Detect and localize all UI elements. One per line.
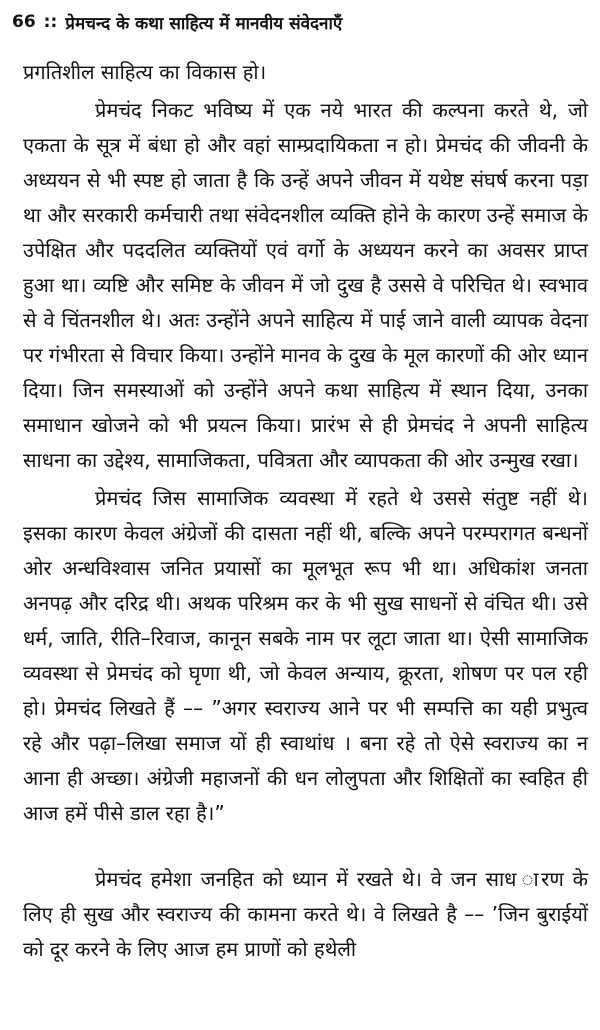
running-header xyxy=(12,8,588,36)
paragraph: प्रेमचंद निकट भविष्य में एक नये भारत की कल्पना करते थे, जो एकता के सूत्र में बंधा हो और वहां साम्प्रदायिकता न हो। प्रेमचंद की जीवनी के अध्ययन से भी स्पष्ट हो जाता है कि उन्हें अपने जीवन में यथेष्ट संघर्ष करना पड़ा था और सरकारी कर्मचारी तथा संवेदनशील व्यक्ति होने के कारण उन्हें समाज के उपेक्षित और पददलित व्यक्तियों एवं वर्गो के अध्ययन करने का अवसर प्राप्त हुआ था। व्यष्टि और समिष्ट के जीवन में जो दुख है उससे वे परिचित थे। स्वभाव से वे चिंतनशील थे। अतः उन्होंने अपने साहित्य में पाई जाने वाली व्यापक वेदना पर गंभीरता से विचार किया। उन्होंने मानव के दुख के मूल कारणों की ओर ध्यान दिया। जिन समस्याओं को उन्होंने अपने कथा साहित्य में स्थान दिया, उनका समाधान खोजने को भी प्रयत्न किया। प्रारंभ से ही प्रेमचंद ने अपनी साहित्य साधना का उद्देश्य, सामाजिकता, पवित्रता और व्यापकता की ओर उन्मुख रखा। xyxy=(23,98,588,472)
header-separator: :: xyxy=(43,12,58,32)
page-number: 66 xyxy=(12,12,36,32)
paragraph-continuation: प्रगतिशील साहित्य का विकास हो। xyxy=(23,60,267,84)
paragraph: प्रेमचंद हमेशा जनहित को ध्यान में रखते थे। वे जन साध ारण के लिए ही सुख और स्वराज्य की कामना करते थे। वे लिखते है –– ’जिन बुराईयों को दूर करने के लिए आज हम प्राणों को हथेली xyxy=(23,867,588,961)
body-text xyxy=(23,55,588,967)
paragraph: प्रेमचंद जिस सामाजिक व्यवस्था में रहते थे उससे संतुष्ट नहीं थे। इसका कारण केवल अंग्रेजों की दासता नहीं थी, बल्कि अपने परम्परागत बन्धनों ओर अन्धविश्वास जनित प्रयासों का मूलभूत रूप भी था। अधिकांश जनता अनपढ़ और दरिद्र थी। अथक परिश्रम कर के भी सुख साधनों से वंचित थी। उसे धर्म, जाति, रीति–रिवाज, कानून सबके नाम पर लूटा जाता था। ऐसी सामाजिक व्यवस्था से प्रेमचंद को घृणा थी, जो केवल अन्याय, क्रूरता, शोषण पर पल रही हो। प्रेमचंद लिखते हैं –– ”अगर स्वराज्य आने पर भी सम्पत्ति का यही प्रभुत्व रहे और पढ़ा–लिखा समाज यों ही स्वाथांध । बना रहे तो ऐसे स्वराज्य का न आना ही अच्छा। अंग्रेजी महाजनों की धन लोलुपता और शिक्षितों का स्वहित ही आज हमें पीसे डाल रहा है।” xyxy=(23,486,588,825)
running-title: प्रेमचन्द के कथा साहित्य में मानवीय संवेदनाएँ xyxy=(65,13,343,34)
